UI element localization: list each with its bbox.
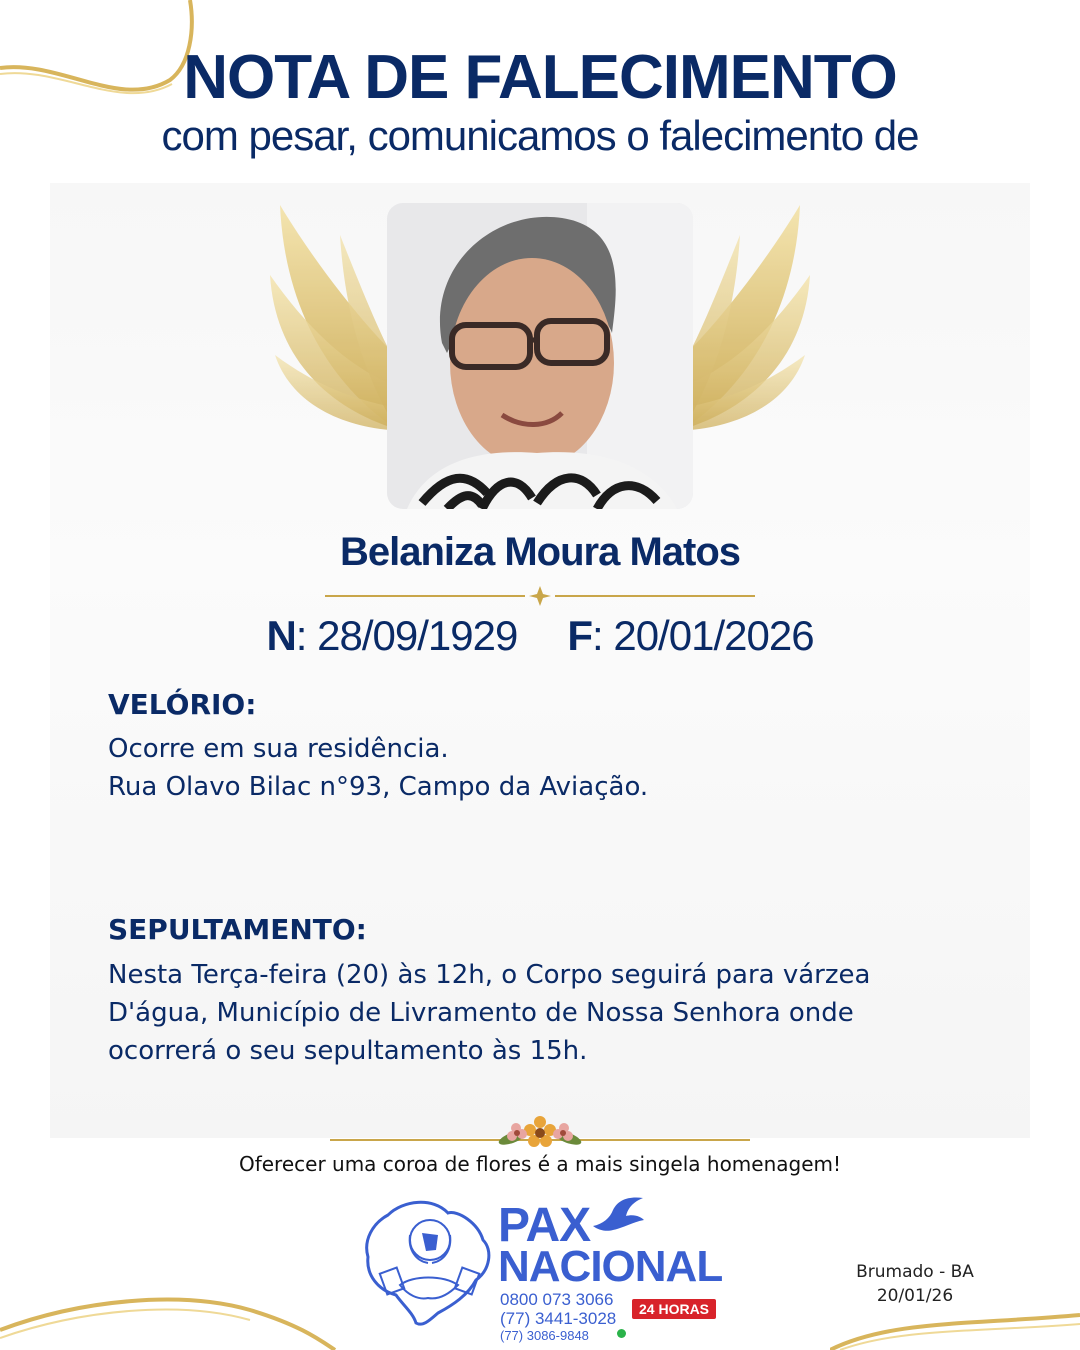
brazil-map-handshake-logo bbox=[358, 1195, 498, 1330]
velorio-line-2: Rua Olavo Bilac n°93, Campo da Aviação. bbox=[108, 772, 649, 802]
badge-24h: 24 HORAS bbox=[632, 1299, 716, 1319]
gold-divider bbox=[325, 584, 755, 608]
velorio-line-1: Ocorre em sua residência. bbox=[108, 734, 449, 764]
velorio-details bbox=[108, 730, 648, 806]
brand-name-line-1: PAX bbox=[498, 1199, 591, 1252]
notice-date: 20/01/26 bbox=[876, 1286, 954, 1306]
whatsapp-icon bbox=[617, 1329, 626, 1338]
dove-icon bbox=[588, 1196, 648, 1236]
sepultamento-details bbox=[108, 956, 870, 1070]
sepultamento-line-1: Nesta Terça-feira (20) às 12h, o Corpo seguirá para várzea bbox=[108, 960, 871, 990]
city-label: Brumado - BA bbox=[856, 1262, 974, 1282]
flower-divider-icon bbox=[330, 1108, 750, 1158]
birth-date: 28/09/1929 bbox=[317, 612, 518, 659]
phone-landline: (77) 3441-3028 bbox=[500, 1309, 617, 1328]
phone-whatsapp: (77) 3086-9848 bbox=[500, 1328, 589, 1343]
tribute-message: Oferecer uma coroa de flores é a mais singela homenagem! bbox=[238, 1152, 842, 1176]
birth-label: N bbox=[266, 612, 296, 659]
deceased-name: Belaniza Moura Matos bbox=[339, 530, 741, 574]
death-label: F bbox=[567, 612, 592, 659]
gold-swoosh-bottom-left bbox=[0, 1290, 340, 1350]
death-date: 20/01/2026 bbox=[613, 612, 814, 659]
brand-name-line-2: NACIONAL bbox=[498, 1242, 723, 1291]
life-dates: N: 28/09/1929 F: 20/01/2026 bbox=[266, 612, 814, 659]
sepultamento-line-2: D'água, Município de Livramento de Nossa Senhora onde bbox=[108, 998, 854, 1028]
velorio-label: VELÓRIO: bbox=[108, 688, 257, 721]
page-title: NOTA DE FALECIMENTO bbox=[183, 43, 897, 112]
phone-tollfree: 0800 073 3066 bbox=[500, 1290, 614, 1309]
sepultamento-label: SEPULTAMENTO: bbox=[108, 913, 367, 946]
deceased-photo bbox=[387, 203, 693, 509]
gold-swoosh-bottom-right bbox=[830, 1310, 1080, 1350]
page-subtitle: com pesar, comunicamos o falecimento de bbox=[161, 112, 919, 159]
location-date bbox=[840, 1260, 990, 1308]
sepultamento-line-3: ocorrerá o seu sepultamento às 15h. bbox=[108, 1036, 588, 1066]
